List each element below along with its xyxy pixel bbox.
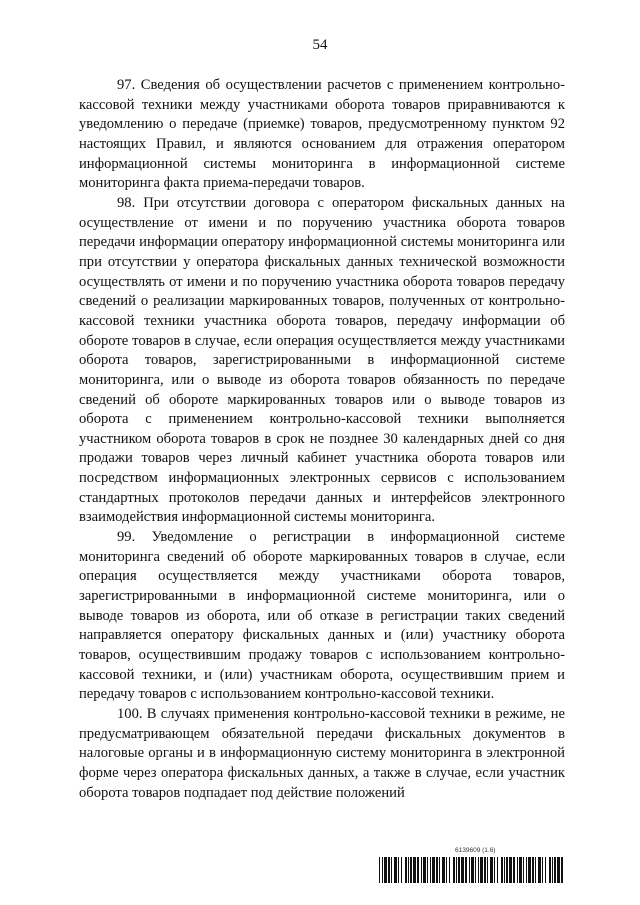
barcode-icon bbox=[379, 857, 565, 883]
paragraph-99: 99. Уведомление о регистрации в информационной системе мониторинга сведений об обороте маркированных товаров в случае, если операция осуществляется между участниками оборота товаров, зарегистрированными в информационной системе мониторинга, или о выводе товаров из оборота, или об отказе в регистрации таких сведений направляется оператору фискальных данных и (или) участнику оборота товаров, осуществившим продажу товаров с использованием контрольно-кассовой техники, и (или) участникам оборота, осуществившим прием и передачу товаров с использованием контрольно-кассовой техники. bbox=[79, 529, 565, 703]
document-body bbox=[79, 76, 565, 803]
paragraph-97: 97. Сведения об осуществлении расчетов с применением контрольно-кассовой техники между участниками оборота товаров приравниваются к уведомлению о передаче (приемке) товаров, предусмотренному пунктом 92 настоящих Правил, и являются основанием для отражения оператором информационной системы мониторинга в информационной системе мониторинга факта приема-передачи товаров. bbox=[79, 77, 565, 192]
paragraph-100: 100. В случаях применения контрольно-кассовой техники в режиме, не предусматривающем обязательной передачи фискальных документов в налоговые органы и в информационную систему мониторинга в электронной форме через оператора фискальных данных, а также в случае, если участник оборота товаров подпадает под действие положений bbox=[79, 706, 565, 801]
paragraph-98: 98. При отсутствии договора с оператором фискальных данных на осуществление от имени и по поручению участника оборота товаров передачи информации оператору информационной системы мониторинга или при отсутствии у оператора фискальных данных технической возможности осуществлять от имени и по поручению участника оборота товаров передачу сведений о реализации маркированных товаров, полученных от контрольно-кассовой техники участника оборота товаров, передачу информации об обороте товаров в случае, если операция осуществляется между участниками оборота товаров, зарегистрированными в информационной системе мониторинга, или о выводе из оборота товаров обязанность по передаче сведений об обороте маркированных товаров или о выводе товаров из оборота с применением контрольно-кассовой техники выполняется участником оборота товаров в срок не позднее 30 календарных дней со дня продажи товаров через личный кабинет участника оборота товаров или посредством информационных электронных сервисов с использованием стандартных протоколов передачи данных и интерфейсов электронного взаимодействия информационной системы мониторинга. bbox=[79, 194, 565, 526]
barcode-caption: 6139609 (1.6) bbox=[455, 847, 496, 854]
page-number: 54 bbox=[312, 37, 328, 53]
document-barcode bbox=[379, 847, 565, 883]
